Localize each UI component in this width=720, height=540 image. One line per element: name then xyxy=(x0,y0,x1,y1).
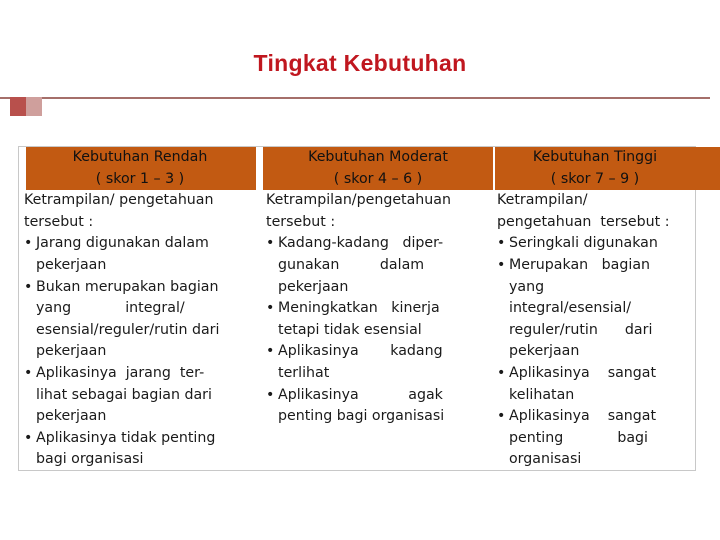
bullet-text xyxy=(509,406,656,471)
slide-title: Tingkat Kebutuhan xyxy=(253,50,467,76)
intro-line: Ketrampilan/pengetahuan xyxy=(266,192,451,209)
bullet-line: Aplikasinya sangat xyxy=(509,364,657,381)
title-divider xyxy=(0,97,710,99)
accent-square-light xyxy=(26,97,42,116)
bullet-item xyxy=(497,255,693,363)
intro-line: Ketrampilan/ xyxy=(497,192,588,209)
bullet-line: organisasi xyxy=(509,451,582,468)
bullet-icon: • xyxy=(497,256,506,273)
bullet-line: penting bagi xyxy=(509,429,648,446)
intro-line: pengetahuan tersebut : xyxy=(497,213,670,230)
column-heading: Kebutuhan Tinggi xyxy=(532,149,658,165)
bullet-line: lihat sebagai bagian dari xyxy=(36,386,212,403)
bullet-icon: • xyxy=(266,300,275,317)
bullet-item xyxy=(266,298,490,341)
bullet-line: Bukan merupakan bagian xyxy=(36,278,219,295)
bullet-line: Aplikasinya sangat xyxy=(509,408,657,425)
bullet-line: yang integral/ xyxy=(36,300,185,317)
bullet-line: esensial/reguler/rutin dari xyxy=(36,321,220,338)
bullet-line: Seringkali digunakan xyxy=(509,235,658,252)
bullet-text xyxy=(36,428,215,471)
bullet-line: reguler/rutin dari xyxy=(509,321,653,338)
bullet-line: kelihatan xyxy=(509,386,575,403)
bullet-line: terlihat xyxy=(278,364,330,381)
bullet-line: tetapi tidak esensial xyxy=(278,321,422,338)
bullet-line: Aplikasinya kadang xyxy=(278,343,443,360)
column-heading: Kebutuhan Rendah xyxy=(72,149,208,165)
bullet-line: pekerjaan xyxy=(36,343,107,360)
bullet-line: Aplikasinya jarang ter- xyxy=(36,364,205,381)
bullet-item xyxy=(266,341,490,384)
bullet-line: pekerjaan xyxy=(509,343,580,360)
bullet-icon: • xyxy=(497,235,506,252)
score-range: ( skor 4 – 6 ) xyxy=(333,170,423,187)
bullet-icon: • xyxy=(24,429,33,446)
bullet-line: Merupakan bagian xyxy=(509,256,651,273)
column-tinggi xyxy=(497,147,693,471)
bullet-icon: • xyxy=(24,235,33,252)
bullet-item xyxy=(497,406,693,471)
bullet-line: pekerjaan xyxy=(36,408,107,425)
bullet-text xyxy=(278,385,444,428)
bullet-text xyxy=(509,233,658,255)
intro-line: tersebut : xyxy=(24,213,94,230)
bullet-line: Aplikasinya agak xyxy=(278,386,443,403)
bullet-icon: • xyxy=(266,386,275,403)
bullet-text xyxy=(278,233,443,298)
bullet-icon: • xyxy=(266,343,275,360)
bullet-line: penting bagi organisasi xyxy=(278,408,445,425)
bullet-item xyxy=(24,428,256,471)
bullet-line: yang xyxy=(509,278,545,295)
bullet-text xyxy=(509,255,652,363)
bullet-item xyxy=(497,363,693,406)
score-range: ( skor 7 – 9 ) xyxy=(550,170,640,187)
bullet-item xyxy=(497,233,693,255)
bullet-item xyxy=(266,233,490,298)
bullet-icon: • xyxy=(24,364,33,381)
bullet-line: bagi organisasi xyxy=(36,451,144,468)
bullet-line: Jarang digunakan dalam xyxy=(36,235,209,252)
bullet-item xyxy=(24,233,256,276)
bullet-line: integral/esensial/ xyxy=(509,300,632,317)
bullet-item xyxy=(266,385,490,428)
bullet-icon: • xyxy=(24,278,33,295)
bullet-icon: • xyxy=(497,364,506,381)
bullet-text xyxy=(278,341,443,384)
bullet-text xyxy=(36,363,212,428)
intro-line: Ketrampilan/ pengetahuan xyxy=(24,192,214,209)
intro-line: tersebut : xyxy=(266,213,336,230)
column-heading: Kebutuhan Moderat xyxy=(308,149,448,165)
bullet-text xyxy=(36,233,209,276)
bullet-icon: • xyxy=(266,235,275,252)
bullet-line: pekerjaan xyxy=(278,278,349,295)
accent-square-dark xyxy=(10,97,26,116)
bullet-line: Aplikasinya tidak penting xyxy=(36,429,216,446)
bullet-line: Kadang-kadang diper- xyxy=(278,235,444,252)
column-rendah xyxy=(24,147,256,471)
bullet-text xyxy=(36,277,219,363)
score-range: ( skor 1 – 3 ) xyxy=(95,170,185,187)
bullet-line: gunakan dalam xyxy=(278,256,425,273)
bullet-text xyxy=(278,298,440,341)
bullet-item xyxy=(24,363,256,428)
bullet-line: Meningkatkan kinerja xyxy=(278,300,440,317)
bullet-text xyxy=(509,363,656,406)
column-moderat xyxy=(266,147,490,428)
bullet-item xyxy=(24,277,256,363)
bullet-icon: • xyxy=(497,408,506,425)
bullet-line: pekerjaan xyxy=(36,256,107,273)
